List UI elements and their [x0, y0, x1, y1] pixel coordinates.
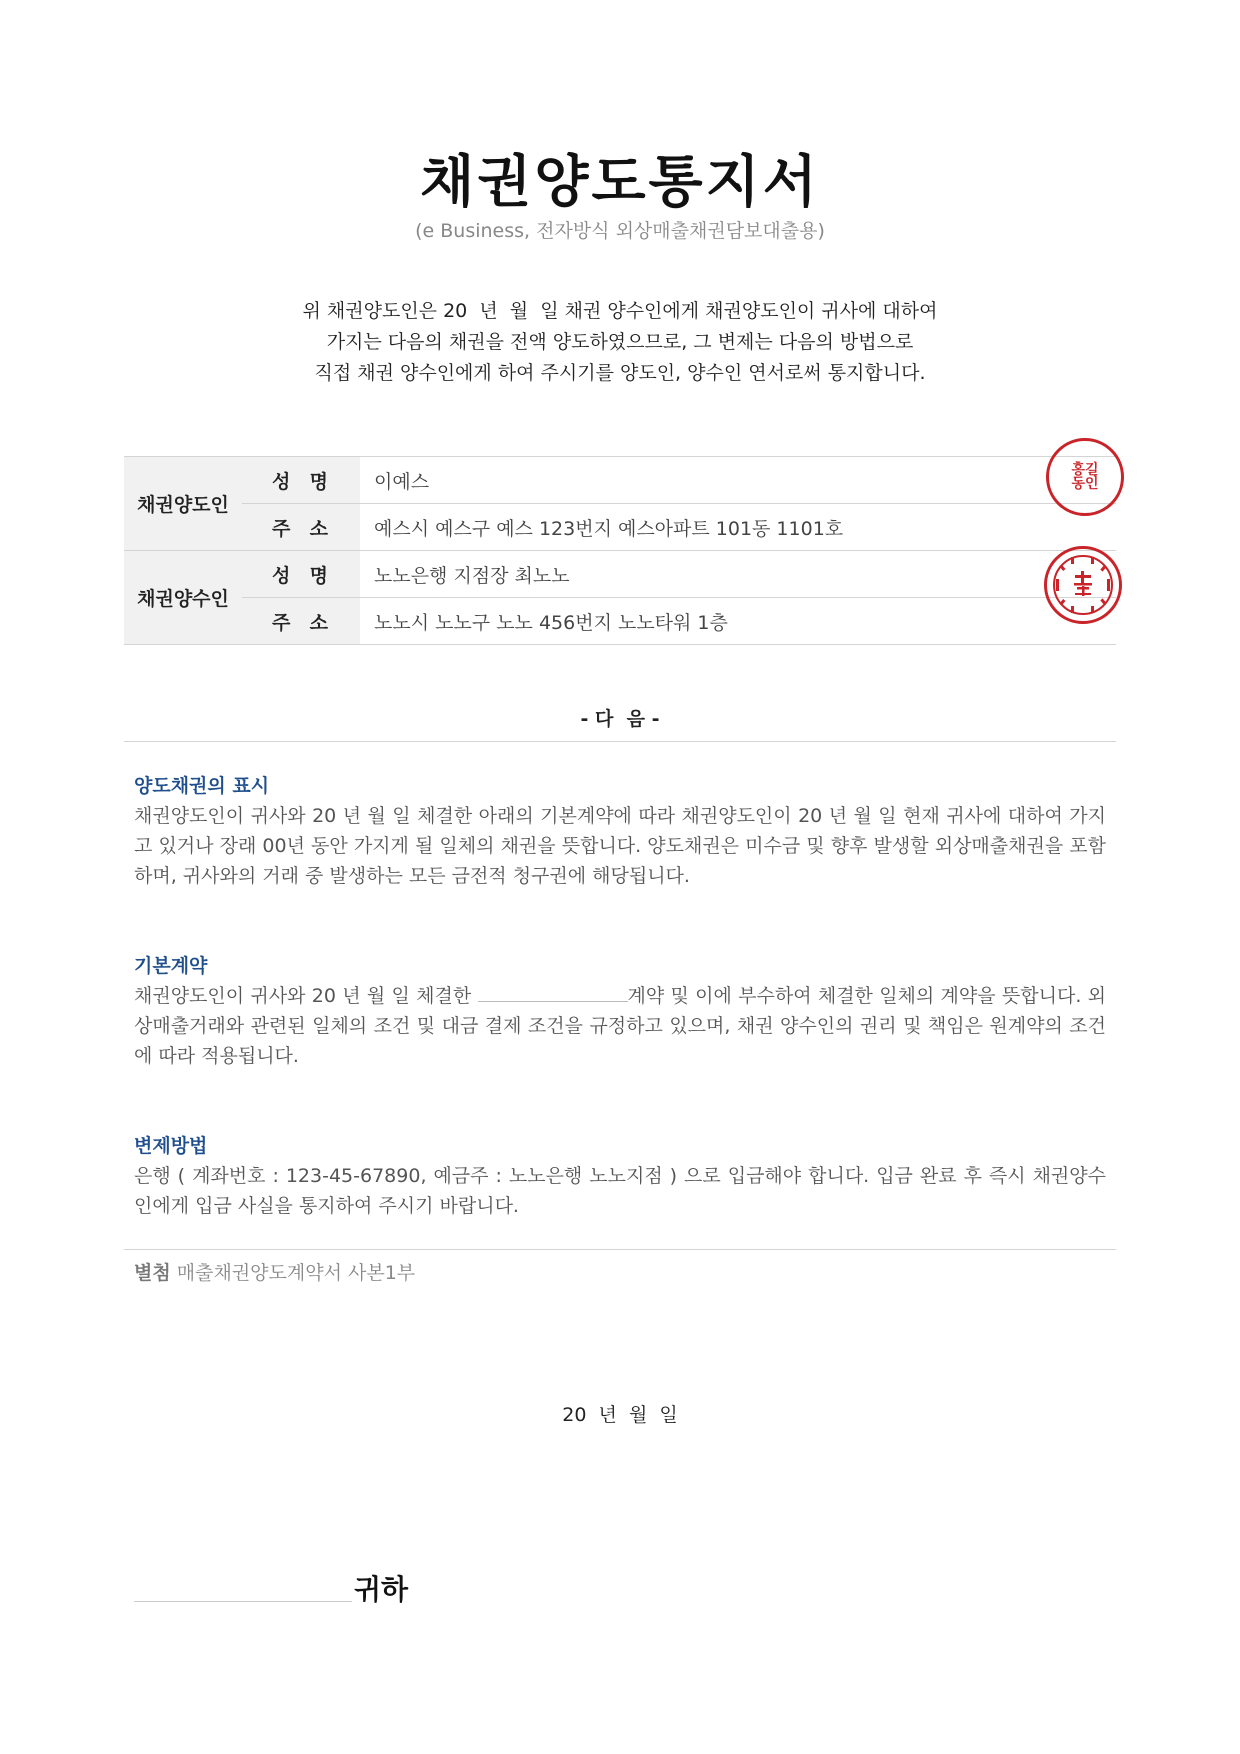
section-title: 기본계약 [134, 955, 208, 977]
section-body: 은행 ( 계좌번호 : 123-45-67890, 예금주 : 노노은행 노노지점 ) 으로 입금해야 합니다. 입금 완료 후 즉시 채권양수인에게 입금 사실을 통지하여 주시기 바랍니다. [134, 1165, 1106, 1217]
section-title: 변제방법 [134, 1135, 208, 1157]
assignor-name: 이예스 [360, 457, 1116, 504]
recipient-suffix: 귀하 [354, 1573, 409, 1606]
attachment-label: 별첨 [134, 1262, 171, 1284]
divider [124, 741, 1116, 742]
section-assigned-claim [134, 771, 1106, 891]
section-body [134, 981, 1106, 1071]
table-row [124, 504, 1116, 551]
assignee-label: 채권양수인 [124, 551, 242, 645]
attachment-text: 매출채권양도계약서 사본1부 [176, 1262, 416, 1284]
name-label: 성 명 [242, 457, 360, 504]
table-row [124, 551, 1116, 598]
contract-name-blank [478, 983, 628, 1002]
section-basic-contract [134, 951, 1106, 1071]
assignee-seal-stamp [1044, 546, 1122, 624]
assignee-name: 노노은행 지점장 최노노 [360, 551, 1116, 598]
seal-text: 홍길동인 [1071, 462, 1099, 492]
following-heading: - 다 음 - [580, 708, 660, 730]
date-line: 20 년 월 일 [562, 1404, 678, 1426]
parties-table [124, 456, 1116, 645]
assignor-seal-stamp [1046, 438, 1124, 516]
intro-paragraph [0, 296, 1240, 389]
section-title: 양도채권의 표시 [134, 775, 270, 797]
address-label: 주 소 [242, 504, 360, 551]
document-title: 채권양도통지서 [420, 150, 820, 215]
document-subtitle: (e Business, 전자방식 외상매출채권담보대출용) [415, 220, 825, 242]
intro-line: 위 채권양도인은 20 년 월 일 채권 양수인에게 채권양도인이 귀사에 대하여 [302, 300, 938, 322]
body-text: 채권양도인이 귀사와 20 년 월 일 체결한 [134, 985, 472, 1007]
body-text: 계약 및 이에 부수하여 체결한 일체의 계약을 뜻합니다. 외상매출거래와 관련된 일체의 조건 및 대금 결제 조건을 규정하고 있으며, 채권 양수인의 권리 및 책임은 원계약의 조건에 따라 적용됩니다. [134, 985, 1106, 1067]
name-label: 성 명 [242, 551, 360, 598]
intro-line: 직접 채권 양수인에게 하여 주시기를 양도인, 양수인 연서로써 통지합니다. [314, 362, 926, 384]
table-row [124, 457, 1116, 504]
table-row [124, 598, 1116, 645]
recipient-blank [134, 1601, 352, 1602]
address-label: 주 소 [242, 598, 360, 645]
section-body: 채권양도인이 귀사와 20 년 월 일 체결한 아래의 기본계약에 따라 채권양도인이 20 년 월 일 현재 귀사에 대하여 가지고 있거나 장래 00년 동안 가지게 될 일체의 채권을 뜻합니다. 양도채권은 미수금 및 향후 발생할 외상매출채권을 포함하며, 귀사와의 거래 중 발생하는 모든 금전적 청구권에 해당됩니다. [134, 805, 1106, 887]
assignee-address: 노노시 노노구 노노 456번지 노노타워 1층 [360, 598, 1116, 645]
attachment-line [134, 1258, 415, 1285]
section-payment-method [134, 1131, 1106, 1221]
divider [124, 1249, 1116, 1250]
assignor-address: 예스시 예스구 예스 123번지 예스아파트 101동 1101호 [360, 504, 1116, 551]
intro-line: 가지는 다음의 채권을 전액 양도하였으므로, 그 변제는 다음의 방법으로 [326, 331, 914, 353]
assignor-label: 채권양도인 [124, 457, 242, 551]
seal-glyphs-icon [1047, 549, 1119, 621]
